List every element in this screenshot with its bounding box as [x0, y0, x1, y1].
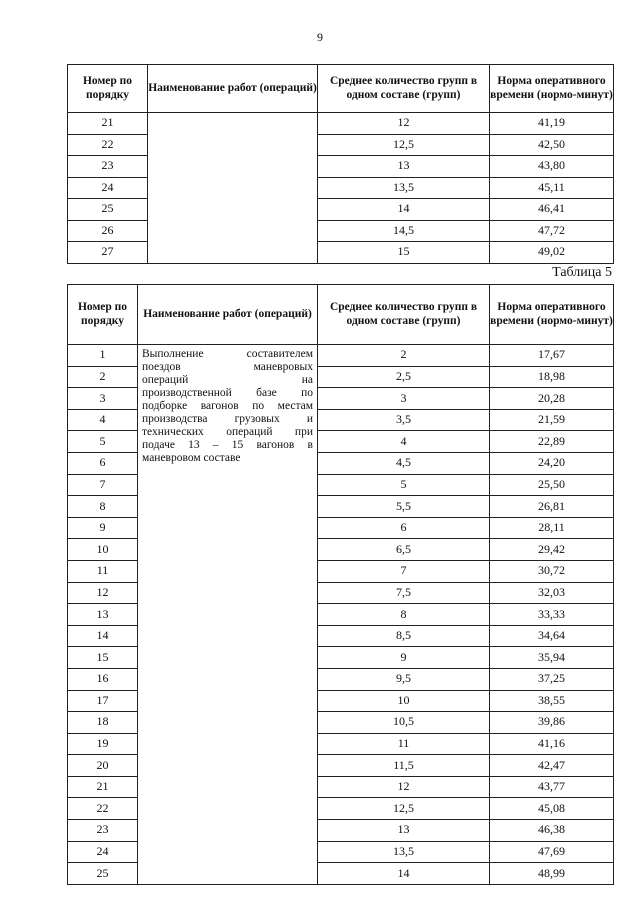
norm-time-value: 26,81	[490, 496, 614, 518]
norm-time-value: 28,11	[490, 517, 614, 539]
norm-time-value: 46,41	[490, 199, 614, 221]
row-number: 18	[68, 712, 138, 734]
operation-name-cell	[138, 345, 318, 885]
operation-name-cell	[148, 113, 318, 264]
norm-time-value: 41,19	[490, 113, 614, 135]
header-average-groups: Среднее количество групп в одном составе (групп)	[318, 65, 490, 113]
header-name: Наименование работ (операций)	[148, 65, 318, 113]
norm-time-value: 38,55	[490, 690, 614, 712]
average-groups-value: 8,5	[318, 625, 490, 647]
row-number: 22	[68, 798, 138, 820]
average-groups-value: 7	[318, 560, 490, 582]
row-number: 2	[68, 366, 138, 388]
row-number: 23	[68, 156, 148, 178]
row-number: 13	[68, 604, 138, 626]
row-number: 21	[68, 776, 138, 798]
header-number: Номер по порядку	[68, 285, 138, 345]
table1-body	[68, 113, 614, 264]
norm-time-value: 47,69	[490, 841, 614, 863]
operation-description-line: маневровом составе	[142, 452, 241, 464]
average-groups-value: 4	[318, 431, 490, 453]
norm-time-value: 32,03	[490, 582, 614, 604]
average-groups-value: 11,5	[318, 755, 490, 777]
table-row	[68, 113, 614, 135]
header-name: Наименование работ (операций)	[138, 285, 318, 345]
header-norm-time: Норма оперативного времени (нормо-минут)	[490, 65, 614, 113]
average-groups-value: 13	[318, 156, 490, 178]
norm-time-value: 45,08	[490, 798, 614, 820]
operation-description-line: технических операций при	[142, 426, 313, 438]
operation-description-line: Выполнение составителем	[142, 348, 313, 360]
average-groups-value: 5	[318, 474, 490, 496]
table-caption: Таблица 5	[552, 265, 612, 280]
average-groups-value: 8	[318, 604, 490, 626]
average-groups-value: 2,5	[318, 366, 490, 388]
average-groups-value: 4,5	[318, 452, 490, 474]
average-groups-value: 12,5	[318, 134, 490, 156]
average-groups-value: 12	[318, 113, 490, 135]
norm-time-value: 49,02	[490, 242, 614, 264]
header-norm-time: Норма оперативного времени (нормо-минут)	[490, 285, 614, 345]
norm-time-value: 18,98	[490, 366, 614, 388]
row-number: 21	[68, 113, 148, 135]
row-number: 12	[68, 582, 138, 604]
average-groups-value: 11	[318, 733, 490, 755]
norm-time-value: 33,33	[490, 604, 614, 626]
norm-time-value: 17,67	[490, 345, 614, 367]
row-number: 4	[68, 409, 138, 431]
row-number: 25	[68, 199, 148, 221]
row-number: 9	[68, 517, 138, 539]
norm-time-value: 42,47	[490, 755, 614, 777]
norm-time-value: 42,50	[490, 134, 614, 156]
row-number: 26	[68, 220, 148, 242]
average-groups-value: 10	[318, 690, 490, 712]
operation-description-line: производственной базе по	[142, 387, 313, 399]
row-number: 24	[68, 177, 148, 199]
average-groups-value: 13,5	[318, 841, 490, 863]
row-number: 8	[68, 496, 138, 518]
row-number: 20	[68, 755, 138, 777]
norm-time-value: 48,99	[490, 863, 614, 885]
table-row	[68, 345, 614, 367]
norm-time-value: 29,42	[490, 539, 614, 561]
operation-description-line: производства грузовых и	[142, 413, 313, 425]
average-groups-value: 13	[318, 820, 490, 842]
row-number: 23	[68, 820, 138, 842]
row-number: 11	[68, 560, 138, 582]
norm-time-value: 22,89	[490, 431, 614, 453]
row-number: 22	[68, 134, 148, 156]
operation-description-line: поездов маневровых	[142, 361, 313, 373]
norm-time-value: 46,38	[490, 820, 614, 842]
norm-time-value: 39,86	[490, 712, 614, 734]
row-number: 16	[68, 668, 138, 690]
average-groups-value: 14,5	[318, 220, 490, 242]
header-number: Номер по порядку	[68, 65, 148, 113]
row-number: 25	[68, 863, 138, 885]
average-groups-value: 10,5	[318, 712, 490, 734]
row-number: 1	[68, 345, 138, 367]
row-number: 5	[68, 431, 138, 453]
average-groups-value: 13,5	[318, 177, 490, 199]
norm-time-value: 47,72	[490, 220, 614, 242]
row-number: 19	[68, 733, 138, 755]
norm-time-value: 21,59	[490, 409, 614, 431]
norm-time-value: 24,20	[490, 452, 614, 474]
table2-body	[68, 345, 614, 885]
average-groups-value: 5,5	[318, 496, 490, 518]
row-number: 6	[68, 452, 138, 474]
average-groups-value: 9,5	[318, 668, 490, 690]
average-groups-value: 14	[318, 199, 490, 221]
norm-time-value: 43,77	[490, 776, 614, 798]
average-groups-value: 12,5	[318, 798, 490, 820]
row-number: 14	[68, 625, 138, 647]
norm-time-value: 43,80	[490, 156, 614, 178]
average-groups-value: 6	[318, 517, 490, 539]
row-number: 3	[68, 388, 138, 410]
average-groups-value: 7,5	[318, 582, 490, 604]
operation-description-line: подаче 13 – 15 вагонов в	[142, 439, 313, 451]
row-number: 17	[68, 690, 138, 712]
norm-time-value: 35,94	[490, 647, 614, 669]
average-groups-value: 15	[318, 242, 490, 264]
page-number: 9	[317, 30, 323, 44]
norms-table-continued	[67, 64, 614, 264]
row-number: 7	[68, 474, 138, 496]
average-groups-value: 12	[318, 776, 490, 798]
operation-description-line: подборке вагонов по местам	[142, 400, 313, 412]
norm-time-value: 20,28	[490, 388, 614, 410]
average-groups-value: 3,5	[318, 409, 490, 431]
norm-time-value: 37,25	[490, 668, 614, 690]
average-groups-value: 14	[318, 863, 490, 885]
average-groups-value: 3	[318, 388, 490, 410]
average-groups-value: 2	[318, 345, 490, 367]
row-number: 24	[68, 841, 138, 863]
average-groups-value: 6,5	[318, 539, 490, 561]
norm-time-value: 45,11	[490, 177, 614, 199]
operation-description-line: операций на	[142, 374, 313, 386]
norm-time-value: 41,16	[490, 733, 614, 755]
norms-table-5	[67, 284, 614, 885]
norm-time-value: 34,64	[490, 625, 614, 647]
row-number: 15	[68, 647, 138, 669]
header-average-groups: Среднее количество групп в одном составе (групп)	[318, 285, 490, 345]
average-groups-value: 9	[318, 647, 490, 669]
norm-time-value: 30,72	[490, 560, 614, 582]
norm-time-value: 25,50	[490, 474, 614, 496]
row-number: 10	[68, 539, 138, 561]
row-number: 27	[68, 242, 148, 264]
